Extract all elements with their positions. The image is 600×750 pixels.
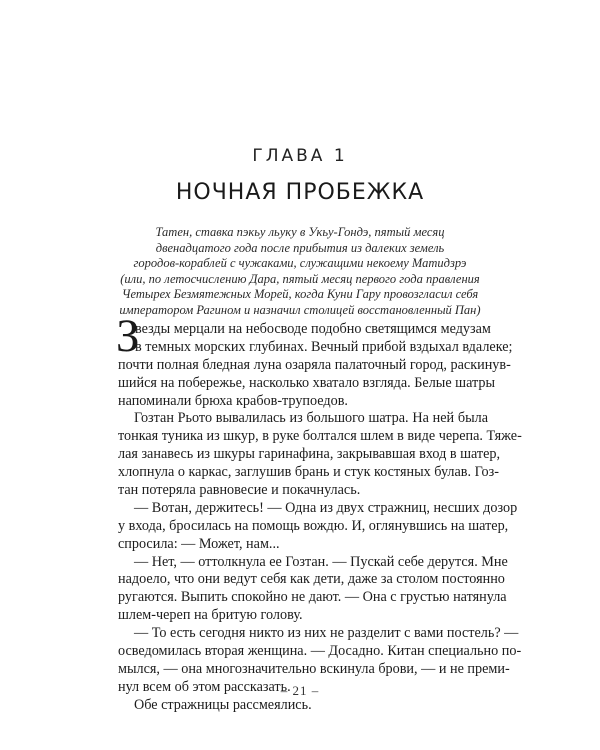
text-line: почти полная бледная луна озаряла палаточный город, раскинув- bbox=[118, 356, 511, 373]
text-line: мылся, — она многозначительно вскинула брови, — и не преми- bbox=[118, 660, 510, 677]
body-text bbox=[118, 321, 522, 715]
text-line: осведомилась вторая женщина. — Досадно. Китан специально по- bbox=[118, 643, 522, 660]
text-line: у входа, бросилась на помощь вождю. И, оглянувшись на шатер, bbox=[118, 517, 509, 534]
text-line: ругаются. Выпить спокойно не дают. — Она с грустью натянула bbox=[118, 589, 507, 606]
chapter-title: НОЧНАЯ ПРОБЕЖКА bbox=[175, 180, 425, 205]
text-line: тонкая туника из шкур, в руке болтался шлем в виде черепа. Тяже- bbox=[118, 428, 522, 445]
text-line: нул всем об этом рассказать. bbox=[118, 678, 291, 695]
text-line: в темных морских глубинах. Вечный прибой вздыхал вдалеке; bbox=[135, 338, 513, 355]
text-line: надоело, что они ведут себя как дети, даже за столом постоянно bbox=[118, 571, 505, 588]
text-line: — Вотан, держитесь! — Одна из двух стражниц, несших дозор bbox=[134, 499, 518, 516]
drop-cap: З bbox=[116, 310, 140, 362]
epigraph-line: императором Рагином и назначил столицей восстановленный Пан) bbox=[119, 302, 481, 317]
page-number: – 21 – bbox=[280, 683, 320, 698]
text-line: спросила: — Может, нам... bbox=[118, 535, 280, 552]
text-line: напоминали брюха крабов-трупоедов. bbox=[118, 392, 348, 409]
text-line: Обе стражницы рассмеялись. bbox=[134, 696, 312, 713]
epigraph-line: Татен, ставка пэкьу льуку в Укьу-Гондэ, пятый месяц bbox=[155, 225, 445, 239]
text-line: — Нет, — оттолкнула ее Гозтан. — Пускай себе дерутся. Мне bbox=[134, 553, 508, 570]
epigraph-line: (или, по летосчислению Дара, пятый месяц первого года правления bbox=[120, 271, 480, 286]
epigraph bbox=[100, 225, 500, 318]
text-line: шийся на побережье, насколько хватало взгляда. Белые шатры bbox=[118, 374, 496, 391]
chapter-label: ГЛАВА 1 bbox=[252, 146, 348, 166]
text-line: — То есть сегодня никто из них не разделит с вами постель? — bbox=[134, 625, 519, 642]
epigraph-line: Четырех Безмятежных Морей, когда Куни Гару провозгласил себя bbox=[121, 287, 479, 301]
text-line: лая занавесь из шкуры гаринафина, закрывавшая вход в шатер, bbox=[118, 446, 501, 463]
text-line: шлем-череп на бритую голову. bbox=[118, 607, 303, 624]
text-line: хлопнула о каркас, заглушив брань и стук костяных булав. Гоз- bbox=[118, 464, 499, 481]
epigraph-line: двенадцатого года после прибытия из далеких земель bbox=[155, 240, 445, 255]
epigraph-line: городов-кораблей с чужаками, служащими некоему Матидзрэ bbox=[133, 256, 467, 270]
text-line: тан потеряла равновесие и покачнулась. bbox=[118, 482, 361, 499]
text-line: Гозтан Рьото вывалилась из большого шатра. На ней была bbox=[134, 410, 488, 427]
text-line: везды мерцали на небосводе подобно светящимся медузам bbox=[135, 321, 491, 337]
